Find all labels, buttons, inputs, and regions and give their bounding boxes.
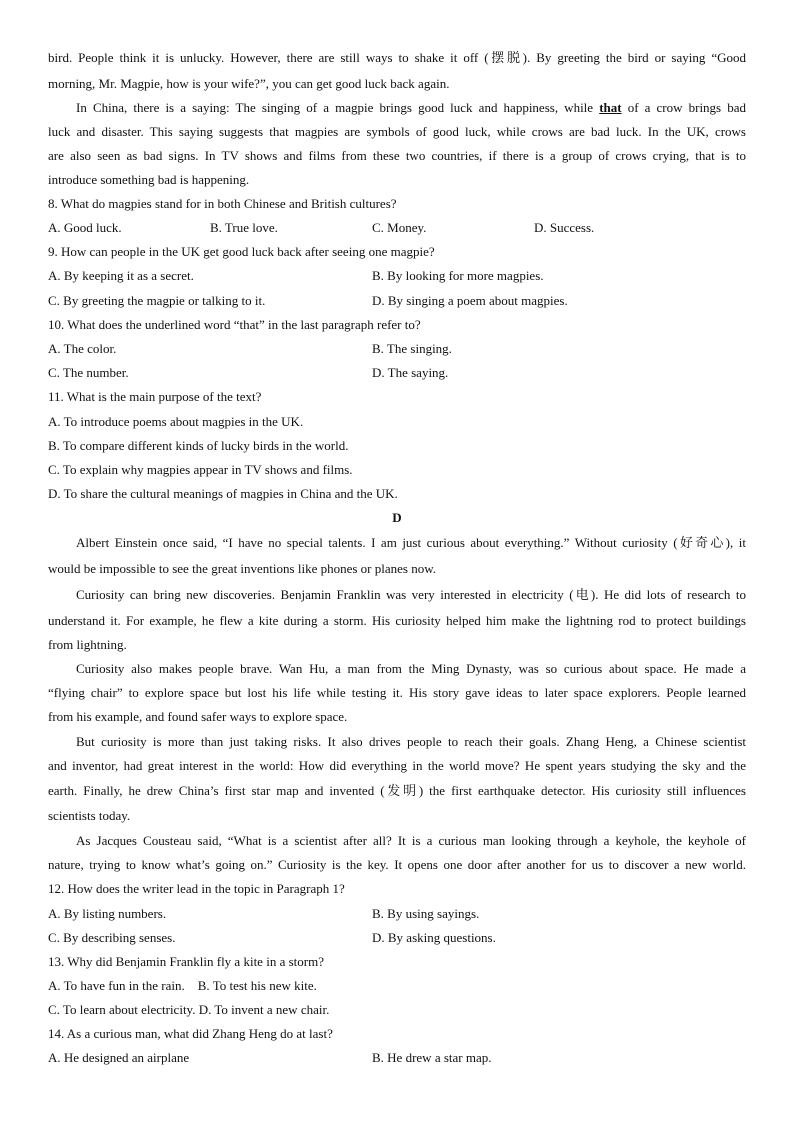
option-b[interactable]: B. To compare different kinds of lucky birds in the world. [48,438,349,453]
passage-c-line: bird. People think it is unlucky. However, there are still ways to shake it off (摆脱). By greeting the bird or saying “Good [48,50,746,65]
passage-d-line: from his example, and found safer ways to explore space. [48,709,348,724]
passage-d-line: would be impossible to see the great inventions like phones or planes now. [48,561,437,576]
question-stem: 10. What does the underlined word “that” in the last paragraph refer to? [48,317,421,332]
option-d[interactable]: D. By asking questions. [372,930,496,945]
question-stem: 11. What is the main purpose of the text? [48,389,262,404]
passage-d-line: from lightning. [48,637,127,652]
passage-d-line: Curiosity also makes people brave. Wan Hu, a man from the Ming Dynasty, was so curious about space. He made a [76,661,746,676]
question-stem: 14. As a curious man, what did Zhang Heng do at last? [48,1026,333,1041]
passage-d-line: and inventor, had great interest in the world: How did everything in the world move? He spent years studying the sky and the [48,758,746,773]
question-stem: 13. Why did Benjamin Franklin fly a kite in a storm? [48,954,324,969]
question-options-ab[interactable]: A. To have fun in the rain. B. To test his new kite. [48,978,317,993]
passage-d-line: Curiosity can bring new discoveries. Benjamin Franklin was very interested in electricity (电). He did lots of research to [76,587,746,602]
passage-d-line: earth. Finally, he drew China’s first star map and invented (发明) the first earthquake detector. His curiosity still influences [48,783,746,798]
passage-d-line: “flying chair” to explore space but lost his life while testing it. His story gave ideas to later space explorers. People learned [48,685,746,700]
passage-c-line: In China, there is a saying: The singing of a magpie brings good luck and happiness, while that of a crow brings bad [76,100,746,115]
option-d[interactable]: D. To share the cultural meanings of magpies in China and the UK. [48,486,398,501]
passage-c-line: luck and disaster. This saying suggests that magpies are symbols of good luck, while crows are bad luck. In the UK, crows [48,124,746,139]
passage-d-line: But curiosity is more than just taking risks. It also drives people to reach their goals. Zhang Heng, a Chinese scientist [76,734,746,749]
option-c[interactable]: C. Money. [372,220,427,235]
option-d[interactable]: D. By singing a poem about magpies. [372,293,568,308]
question-stem: 12. How does the writer lead in the topic in Paragraph 1? [48,881,345,896]
question-options [48,293,746,309]
question-options [48,341,746,357]
passage-d-line: Albert Einstein once said, “I have no special talents. I am just curious about everything.” Without curiosity (好奇心), it [76,535,746,550]
question-options [48,268,746,284]
passage-d-line: nature, trying to know what’s going on.” Curiosity is the key. It opens one door after another for us to discover a new world. [48,857,746,872]
passage-d-line: understand it. For example, he flew a kite during a storm. His curiosity helped him make the lightning rod to protect buildings [48,613,746,628]
option-b[interactable]: B. By looking for more magpies. [372,268,544,283]
option-c[interactable]: C. The number. [48,365,129,380]
option-c[interactable]: C. By greeting the magpie or talking to it. [48,293,266,308]
question-options [48,1050,746,1066]
option-b[interactable]: B. The singing. [372,341,452,356]
option-b[interactable]: B. By using sayings. [372,906,480,921]
option-b[interactable]: B. True love. [210,220,278,235]
option-b[interactable]: B. He drew a star map. [372,1050,492,1065]
option-d[interactable]: D. The saying. [372,365,449,380]
passage-c-line: are also seen as bad signs. In TV shows and films from these two countries, if there is a group of crows crying, that is to [48,148,746,163]
option-a[interactable]: A. Good luck. [48,220,122,235]
option-d[interactable]: D. Success. [534,220,595,235]
question-options [48,365,746,381]
question-options [48,930,746,946]
question-stem: 8. What do magpies stand for in both Chinese and British cultures? [48,196,397,211]
section-heading: D [392,510,402,525]
underlined-word: that [599,100,622,115]
option-a[interactable]: A. He designed an airplane [48,1050,190,1065]
question-options-cd[interactable]: C. To learn about electricity. D. To invent a new chair. [48,1002,330,1017]
question-stem: 9. How can people in the UK get good luck back after seeing one magpie? [48,244,435,259]
option-a[interactable]: A. By keeping it as a secret. [48,268,194,283]
passage-d-line: As Jacques Cousteau said, “What is a scientist after all? It is a curious man looking through a keyhole, the keyhole of [76,833,746,848]
passage-c-line: morning, Mr. Magpie, how is your wife?”, you can get good luck back again. [48,76,450,91]
option-a[interactable]: A. By listing numbers. [48,906,167,921]
option-a[interactable]: A. The color. [48,341,117,356]
option-a[interactable]: A. To introduce poems about magpies in the UK. [48,414,304,429]
passage-c-line: introduce something bad is happening. [48,172,250,187]
question-options [48,906,746,922]
option-c[interactable]: C. By describing senses. [48,930,176,945]
option-c[interactable]: C. To explain why magpies appear in TV shows and films. [48,462,353,477]
passage-d-line: scientists today. [48,808,131,823]
